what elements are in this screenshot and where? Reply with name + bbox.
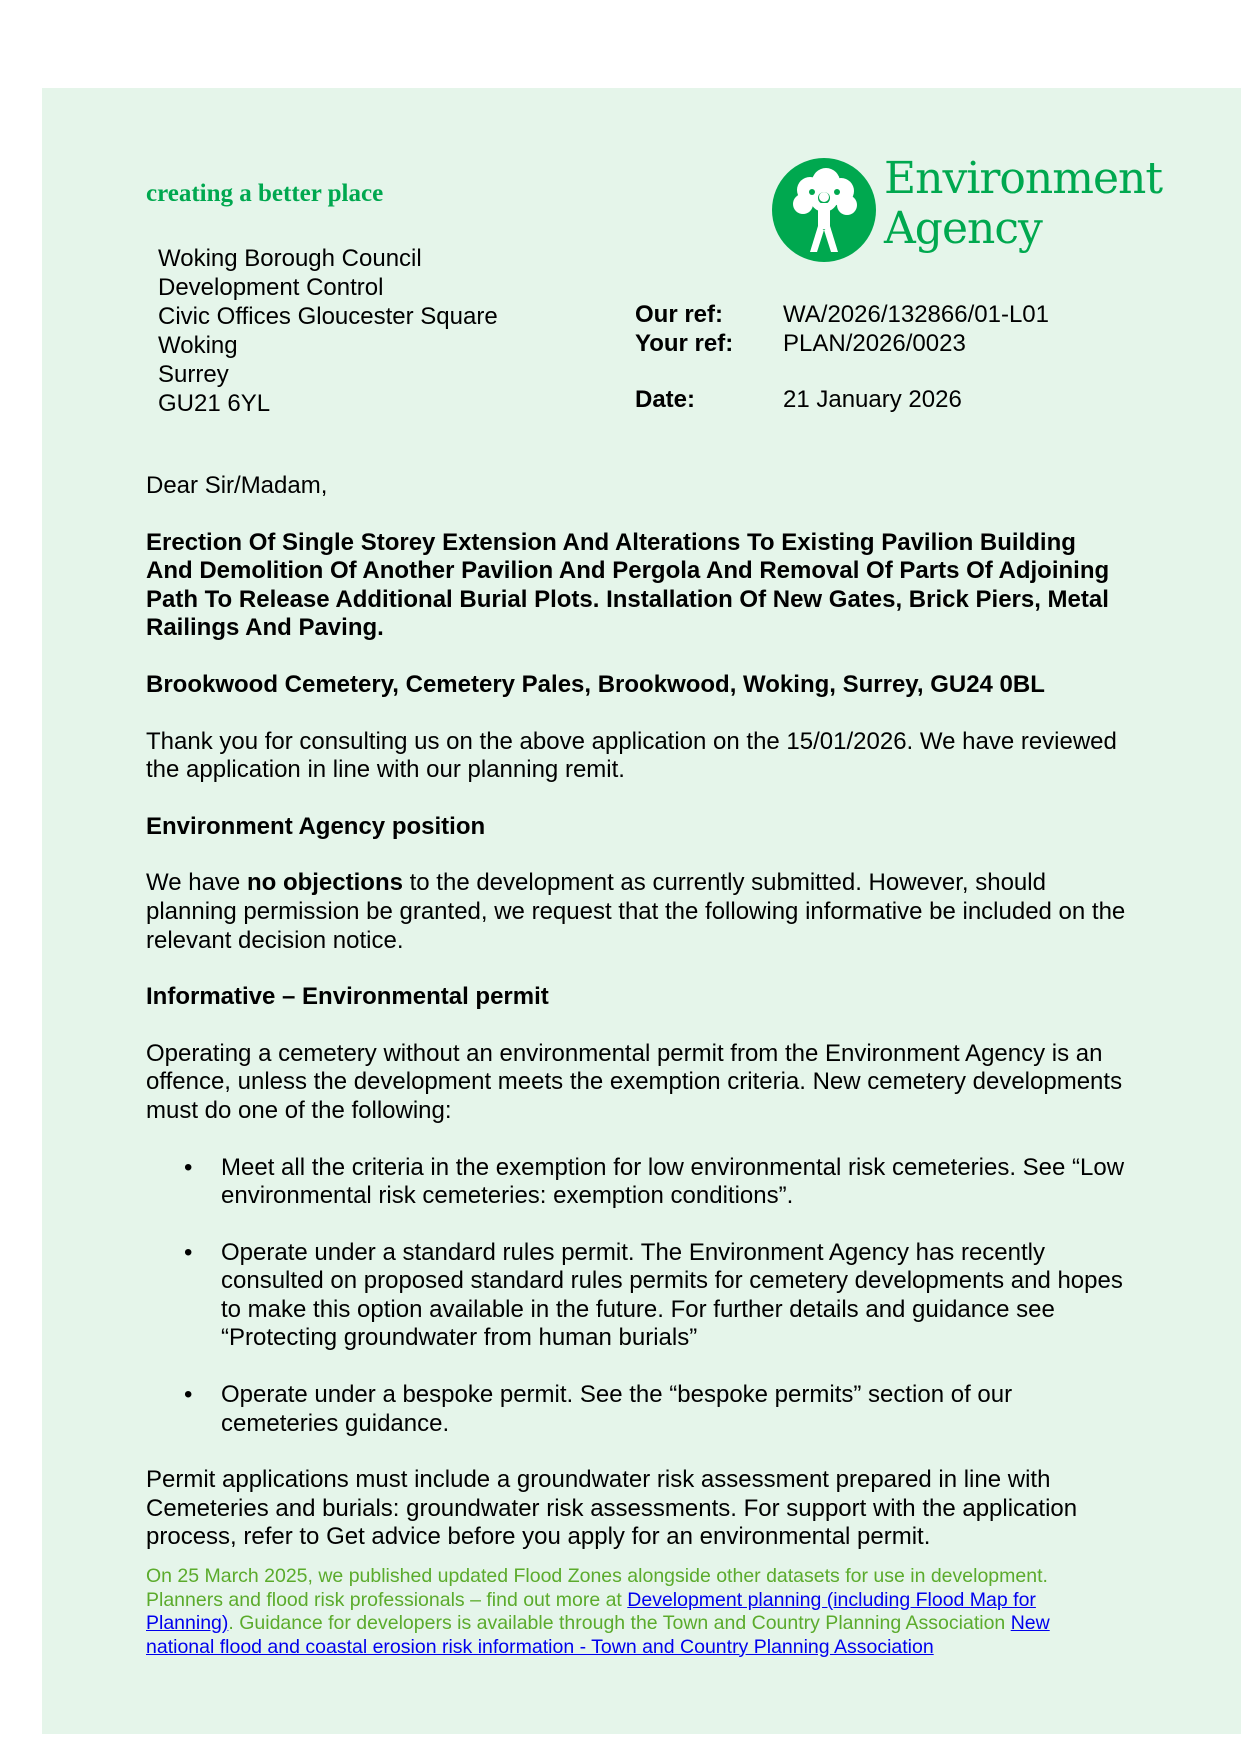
logo-wordmark-line1: Environment: [884, 153, 1163, 204]
no-objections-emphasis: no objections: [246, 869, 403, 897]
flood-zones-notice: On 25 March 2025, we published updated Flood Zones alongside other datasets for use in development. Planners and flood risk professionals – find out more at Development planning (including Flood Map for Planning). Guidance for developers is available through the Town and Country Planning Association New national flood and coastal erosion risk information - Town and Country Planning Association: [146, 1565, 1050, 1658]
site-address: Brookwood Cemetery, Cemetery Pales, Brookwood, Woking, Surrey, GU24 0BL: [146, 670, 1045, 698]
list-item: • Operate under a standard rules permit. The Environment Agency has recently consulted on proposed standard rules permits for cemetery developments and hopes to make this option available in the future. For further details and guidance see “Protecting groundwater from human burials”: [146, 1239, 1126, 1353]
informative-heading: Informative – Environmental permit: [146, 983, 549, 1011]
list-item: • Operate under a bespoke permit. See the “bespoke permits” section of our cemeteries guidance.: [146, 1381, 1126, 1438]
your-ref-label: Your ref:: [635, 330, 734, 357]
tcpa-link[interactable]: New national flood and coastal erosion risk information - Town and Country Planning Association: [146, 1612, 1050, 1658]
tree-figure-icon: [770, 156, 878, 264]
address-line: Woking Borough Council: [158, 245, 422, 272]
options-list: [146, 1154, 1126, 1439]
our-ref-value: WA/2026/132866/01-L01: [783, 301, 1049, 328]
position-heading: Environment Agency position: [146, 812, 486, 840]
our-ref-label: Our ref:: [635, 301, 724, 328]
development-planning-link[interactable]: Development planning (including Flood Map for Planning): [146, 1588, 1036, 1635]
position-paragraph: We have no objections to the development as currently submitted. However, should planning permission be granted, we request that the following informative be included on the relevant decision notice.: [146, 869, 1126, 954]
tagline: creating a better place: [146, 180, 384, 207]
subject-heading: Erection Of Single Storey Extension And Alterations To Existing Pavilion Building And Demolition Of Another Pavilion And Pergola And Removal Of Parts Of Adjoining Path To Release Additional Burial Plots. Installation Of New Gates, Brick Piers, Metal Railings And Paving.: [146, 528, 1110, 642]
letter-body: [146, 472, 1126, 1552]
recipient-address: [158, 244, 498, 418]
closing-paragraph: Permit applications must include a groundwater risk assessment prepared in line with Cemeteries and burials: groundwater risk assessments. For support with the application process, refer to Get advice before you apply for an environmental permit.: [146, 1466, 1078, 1551]
informative-paragraph: Operating a cemetery without an environmental permit from the Environment Agency is an offence, unless the development meets the exemption criteria. New cemetery developments must do one of the following:: [146, 1039, 1123, 1124]
environment-agency-logo: [770, 153, 1163, 266]
date-label: Date:: [635, 386, 696, 413]
reference-block: [635, 300, 1049, 414]
date-row: [635, 385, 1049, 414]
our-ref-row: [635, 300, 1049, 329]
address-line: Development Control: [158, 274, 384, 301]
address-line: Surrey: [158, 361, 229, 388]
address-line: Civic Offices Gloucester Square: [158, 303, 498, 330]
salutation: Dear Sir/Madam,: [146, 472, 328, 499]
intro-paragraph: Thank you for consulting us on the above application on the 15/01/2026. We have reviewed the application in line with our planning remit.: [146, 727, 1117, 784]
your-ref-value: PLAN/2026/0023: [783, 330, 966, 357]
date-value: 21 January 2026: [783, 386, 962, 413]
your-ref-row: [635, 329, 1049, 358]
address-line: GU21 6YL: [158, 390, 271, 417]
address-line: Woking: [158, 332, 238, 359]
list-item: • Meet all the criteria in the exemption for low environmental risk cemeteries. See “Low environmental risk cemeteries: exemption conditions”.: [146, 1154, 1126, 1211]
logo-wordmark-line2: Agency: [884, 203, 1042, 254]
